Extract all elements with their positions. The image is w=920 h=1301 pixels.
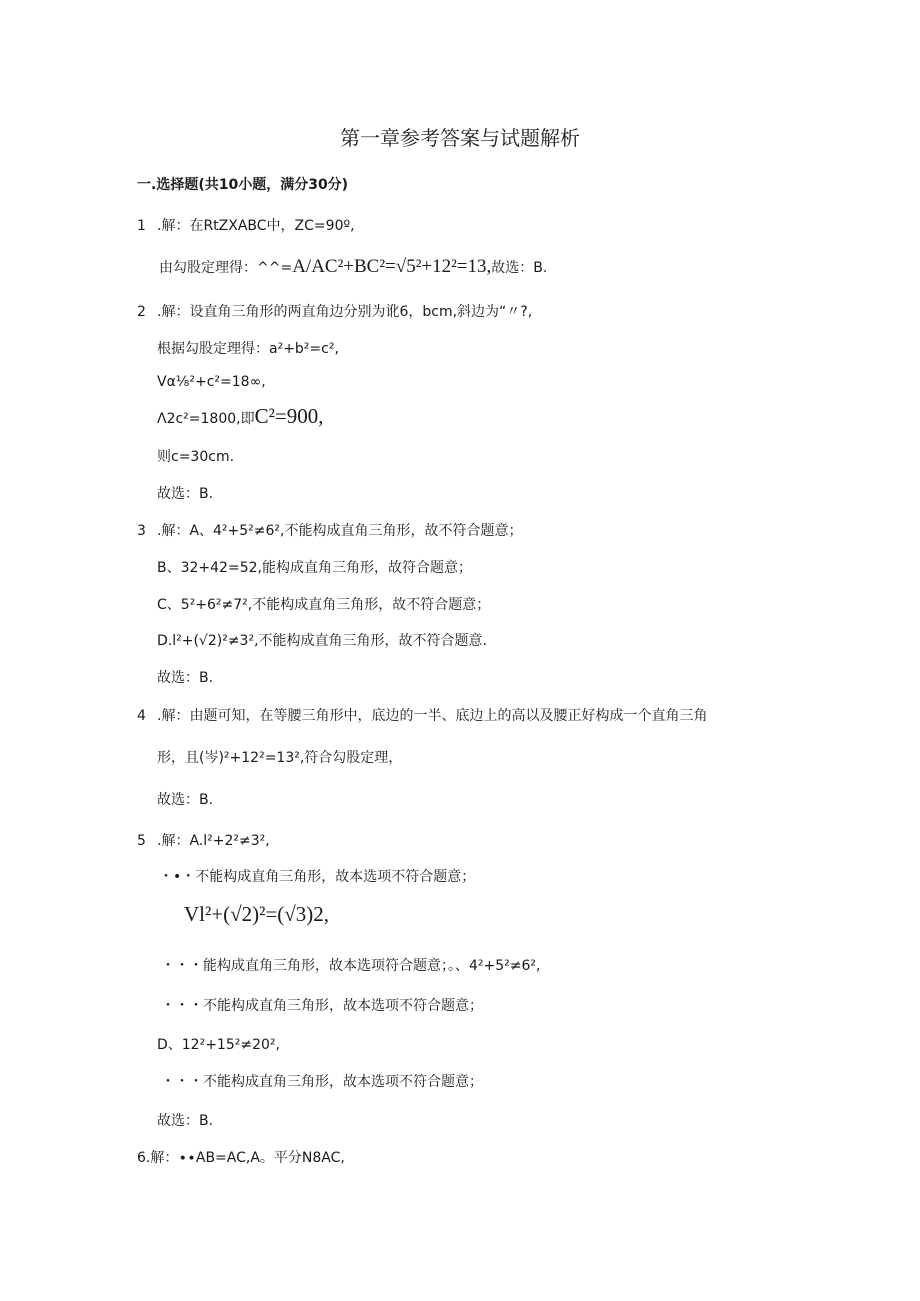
q2-line-6: 故选：B. (157, 486, 214, 502)
q2-line-3: Vα⅛²+c²=18∞, (157, 374, 266, 390)
q5-line-4: ・・・能构成直角三角形，故本选项符合题意；。、4²+5²≠6², (161, 958, 541, 974)
q4-line-3: 故选：B. (157, 792, 214, 808)
section-heading: 一.选择题(共10小题，满分30分) (137, 177, 349, 193)
q1-text-2a: 由勾股定理得：^^= (159, 260, 293, 276)
q4-text-1: .解：由题可知，在等腰三角形中，底边的一半、底边上的高以及腰正好构成一个直角三角 (157, 708, 708, 724)
q2-line-4 (157, 404, 324, 429)
q6-line-1: 6.解：∙∙AB=AC,A。平分N8AC, (137, 1150, 345, 1166)
q5-line-3: Vl²+(√2)²=(√3)2, (184, 902, 330, 926)
q5-number: 5 (137, 833, 146, 849)
q1-text-1: .解：在RtZXABC中，ZC=90º, (157, 218, 355, 234)
q3-line-4: D.l²+(√2)²≠3²,不能构成直角三角形，故不符合题意. (157, 633, 487, 649)
document-title: 第一章参考答案与试题解析 (340, 126, 580, 150)
q2-formula: C²=900, (254, 404, 324, 428)
q5-line-2: ・•・不能构成直角三角形，故本选项不符合题意； (159, 869, 476, 885)
q3-text-1: .解：A、4²+5²≠6²,不能构成直角三角形，故不符合题意； (157, 523, 523, 539)
q5-line-7: ・・・不能构成直角三角形，故本选项不符合题意； (161, 1074, 483, 1090)
q2-text-1: .解：设直角三角形的两直角边分别为讹6，bcm,斜边为“〃?, (157, 304, 533, 320)
q2-line-1 (137, 301, 532, 321)
q4-line-1 (137, 705, 707, 725)
q1-line-1 (137, 215, 355, 235)
q5-line-1 (137, 830, 270, 850)
q1-line-2 (159, 256, 547, 278)
q1-formula: A/AC²+BC²=√5²+12²=13, (292, 256, 492, 277)
q3-number: 3 (137, 523, 146, 539)
q3-line-5: 故选：B. (157, 670, 214, 686)
q5-line-5: ・・・不能构成直角三角形，故本选项不符合题意； (161, 998, 483, 1014)
q1-number: 1 (137, 218, 146, 234)
q1-text-2c: 故选：B. (491, 260, 548, 276)
q2-number: 2 (137, 304, 146, 320)
q3-line-3: C、5²+6²≠7²,不能构成直角三角形，故不符合题意； (157, 597, 491, 613)
q5-text-1: .解：A.l²+2²≠3², (157, 833, 270, 849)
q2-text-4a: Λ2c²=1800,即 (157, 411, 255, 427)
q3-line-1 (137, 520, 523, 540)
q4-line-2: 形，且(岑)²+12²=13²,符合勾股定理， (157, 750, 403, 766)
q3-line-2: B、32+42=52,能构成直角三角形，故符合题意； (157, 560, 472, 576)
q4-number: 4 (137, 708, 146, 724)
q2-line-5: 则c=30cm. (157, 449, 235, 465)
q5-line-8: 故选：B. (157, 1113, 214, 1129)
q2-line-2: 根据勾股定理得：a²+b²=c², (157, 341, 339, 357)
q5-line-6: D、12²+15²≠20², (157, 1037, 280, 1053)
